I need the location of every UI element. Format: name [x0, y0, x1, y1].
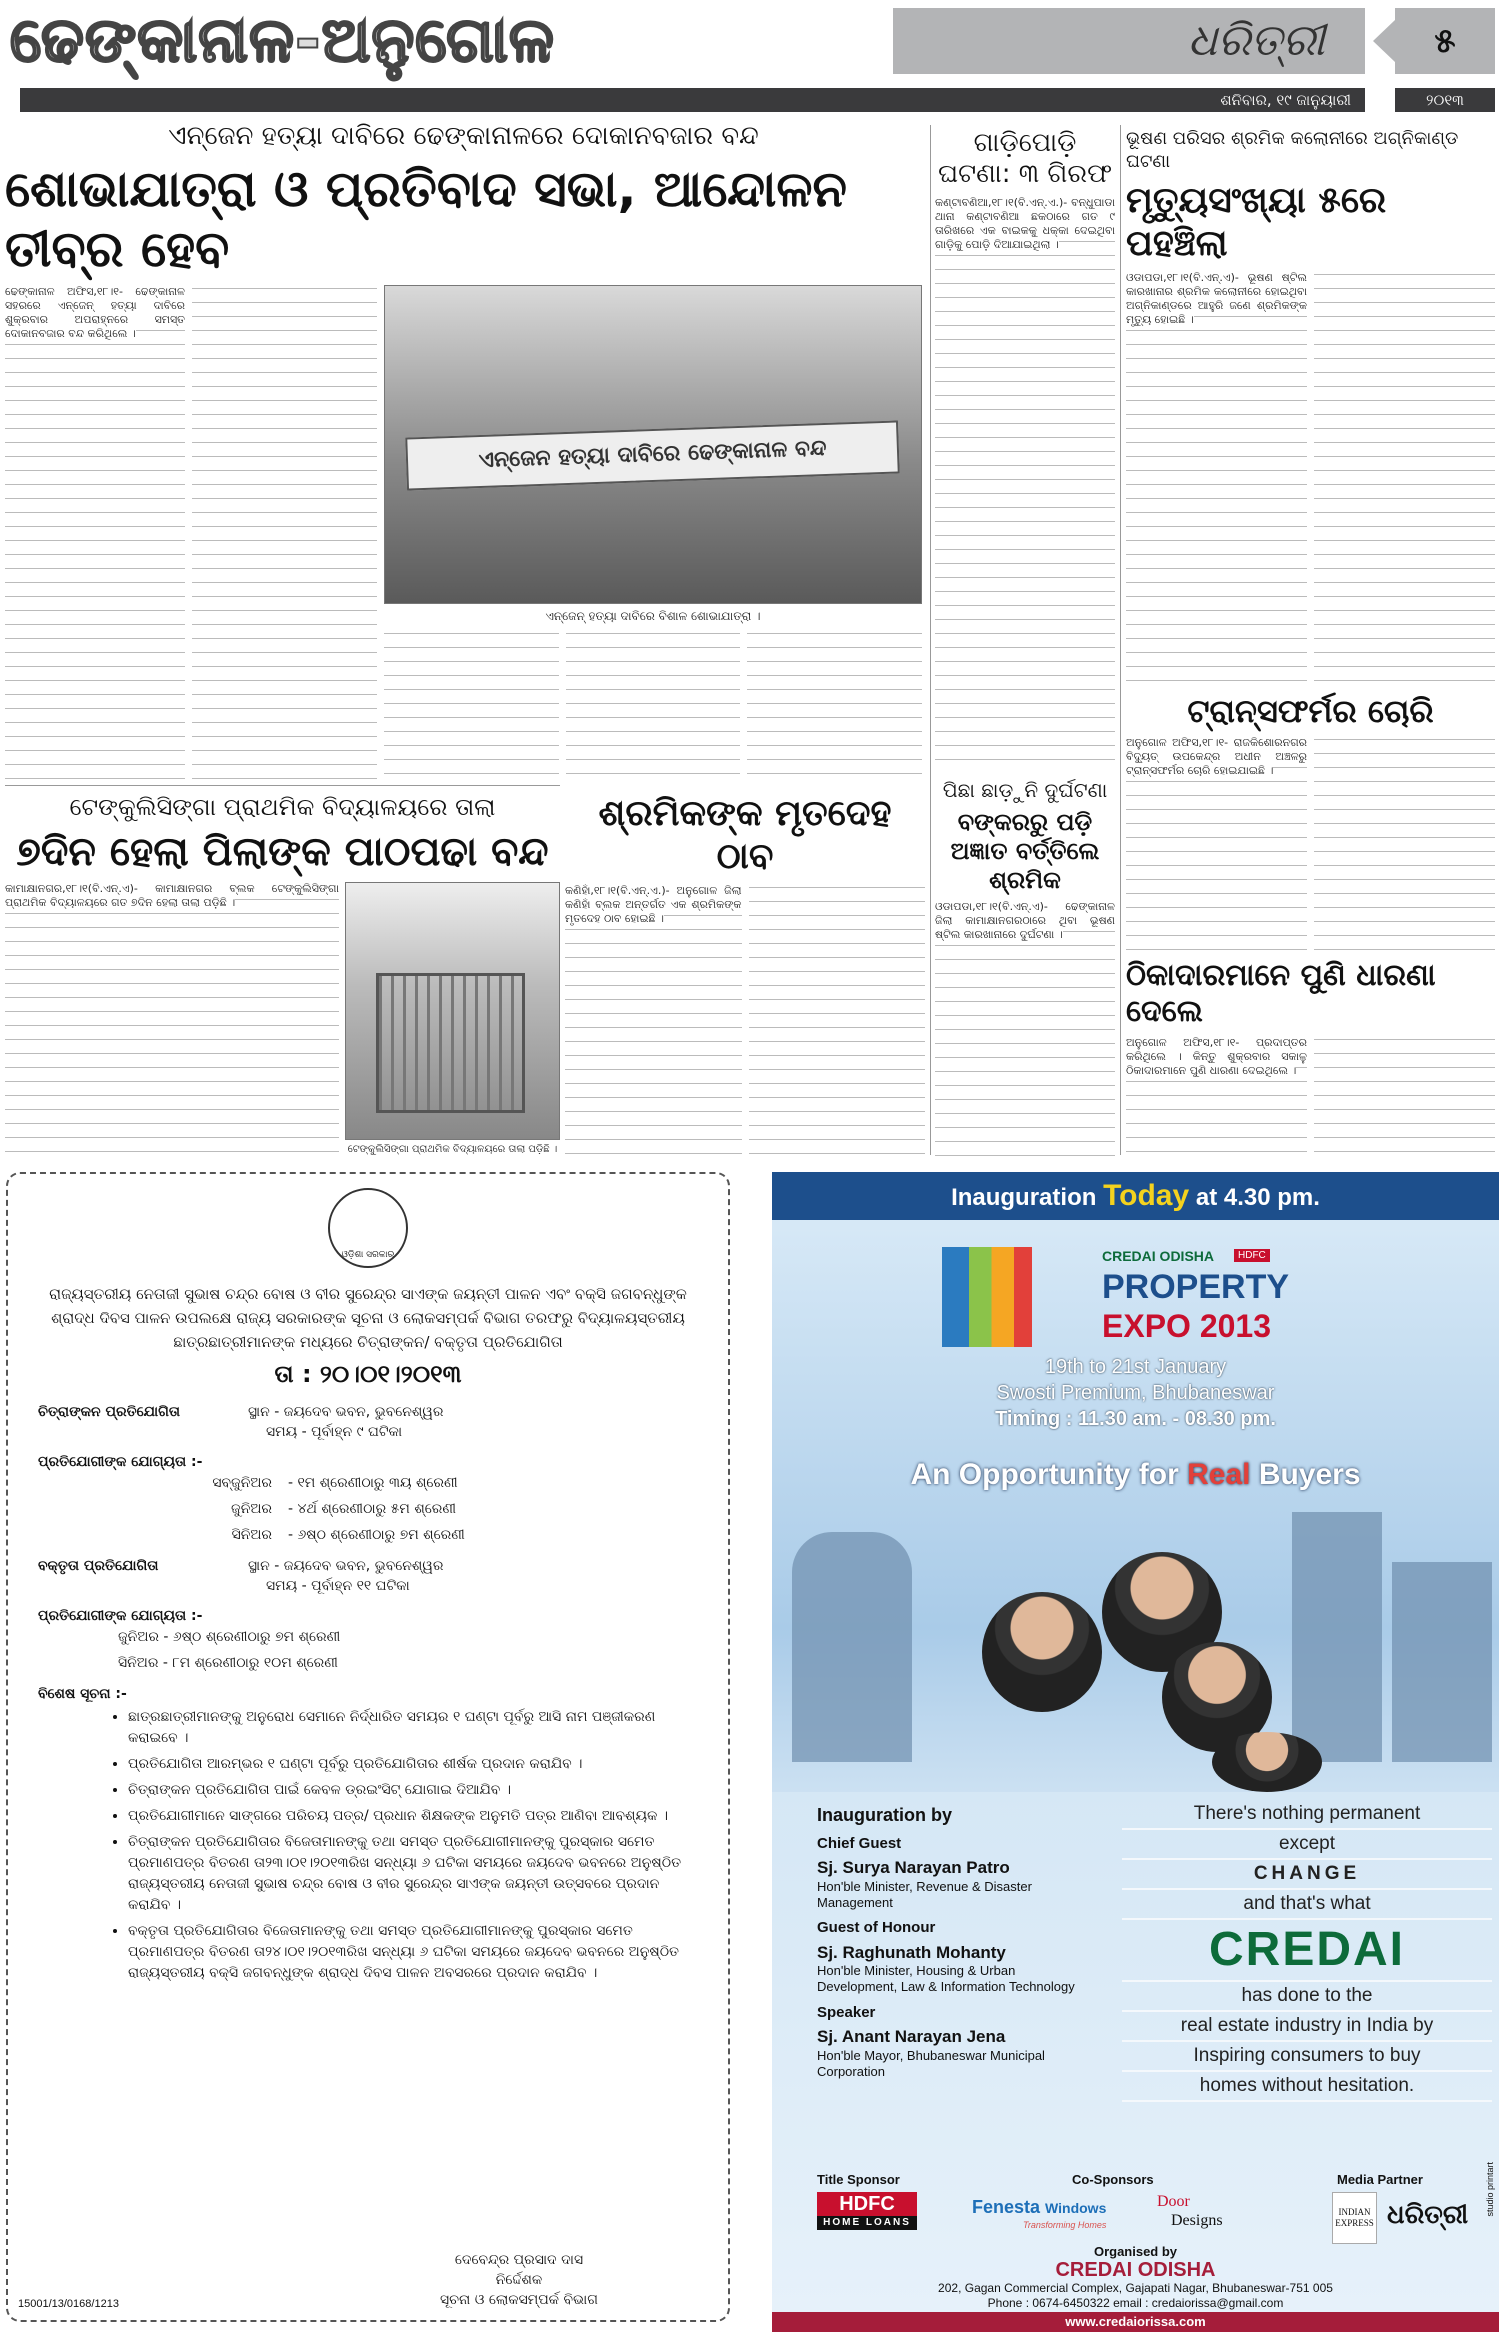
person-photo [982, 1592, 1102, 1712]
speech-venue: ସ୍ଥାନ - ଜୟଦେବ ଭବନ, ଭୁବନେଶ୍ୱର [248, 1558, 444, 1574]
transformer-headline: ଟ୍ରାନ୍ସଫର୍ମର ଚୋରି [1187, 692, 1434, 730]
expo-logo-icon [942, 1247, 1032, 1347]
school-gate-photo [345, 882, 560, 1140]
guest-desc: Hon'ble Mayor, Bhubaneswar Municipal Corporation [817, 2047, 1045, 2079]
eligibility-label: ପ୍ରତିଯୋଗୀଙ୍କ ଯୋଗ୍ୟତା :- [38, 1454, 203, 1470]
guest-name: Sj. Raghunath Mohanty [817, 1942, 1006, 1962]
school-body: କାମାକ୍ଷାନଗର,୧୮।୧(ବି.ଏନ୍.ଏ)- କାମାକ୍ଷାନଗର ବ୍ଲକ ଟେଙ୍କୁଲିସିଙ୍ଗା ପ୍ରାଥମିକ ବିଦ୍ୟାଳୟରେ ଗତ ୭ଦିନ ହେଲା ତାଲା ପଡ଼ିଛି । [5, 882, 339, 1156]
credai-logo: CREDAI [1122, 1920, 1492, 1982]
emblem-icon: ଓଡ଼ିଶା ସରକାର [328, 1188, 408, 1268]
notice-ref: 15001/13/0168/1213 [18, 2298, 119, 2310]
quote-line: CHANGE [1122, 1860, 1492, 1890]
notice-intro: ରାଜ୍ୟସ୍ତରୀୟ ନେତାଜୀ ସୁଭାଷ ଚନ୍ଦ୍ର ବୋଷ ଓ ବୀର ସୁରେନ୍ଦ୍ର ସାଏଙ୍କ ଜୟନ୍ତୀ ପାଳନ ଏବଂ ବକ୍ସି ଜଗବନ୍ଧୁଙ୍କ ଶ୍ରାଦ୍ଧ ଦିବସ ପାଳନ ଉପଲକ୍ଷେ ରାଜ୍ୟ ସରକାରଙ୍କ ସୂଚନା ଓ ଲୋକସମ୍ପର୍କ ବିଭାଗ ତରଫରୁ ବିଦ୍ୟାଳୟସ୍ତରୀୟ ଛାତ୍ରଛାତ୍ରୀମାନଙ୍କ ମଧ୍ୟରେ ଚିତ୍ରାଙ୍କନ/ ବକ୍ତୃତା ପ୍ରତିଯୋଗିତା [49, 1285, 687, 1351]
worker-headline: ଶ୍ରମିକଙ୍କ ମୃତଦେହ ଠାବ [598, 793, 892, 878]
lead-body: ଢେଙ୍କାନାଳ ଅଫିସ,୧୮।୧- ଢେଙ୍କାନାଳ ସହରରେ ଏନ୍‌ଜେନ୍ ହତ୍ୟା ଦାବିରେ ଶୁକ୍ରବାର ଅପରାହ୍ନରେ ସମସ୍ତ ଦୋକାନବଜାର ବନ୍ଦ କରିଥିଲେ । [5, 285, 185, 781]
guest-role: Speaker [817, 2003, 876, 2021]
worker-body: କଣିହାଁ,୧୮।୧(ବି.ଏନ୍.ଏ.)- ଅନୁଗୋଳ ଜିଲା କଣିହାଁ ବ୍ଲକ ଅନ୍ତର୍ଗତ ଏକ ଶ୍ରମିକଙ୍କ ମୃତଦେହ ଠାବ ହୋଇଛି । [565, 884, 742, 1156]
special-item: • ଚିତ୍ରାଙ୍କନ ପ୍ରତିଯୋଗିତା ପାଇଁ କେବଳ ଡ୍ରଇଂସିଟ୍ ଯୋଗାଇ ଦିଆଯିବ । [128, 1780, 698, 1801]
quote-line: homes without hesitation. [1122, 2072, 1492, 2102]
guest-name: Sj. Anant Narayan Jena [817, 2027, 1006, 2047]
lead-story [5, 120, 922, 780]
expo-venue: Swosti Premium, Bhubaneswar [996, 1382, 1275, 1404]
indian-express-logo: INDIAN EXPRESS [1332, 2192, 1377, 2244]
quote-line: and that's what [1122, 1890, 1492, 1920]
contractors-headline: ଠିକାଦାରମାନେ ପୁଣି ଧାରଣା ଦେଲେ [1126, 958, 1436, 1029]
eligibility-list [158, 1470, 698, 1548]
bunker-story [935, 778, 1115, 1156]
inauguration-title: Inauguration by [817, 1805, 952, 1825]
co-sponsors-label: Co-Sponsors [1072, 2172, 1154, 2187]
fenesta-logo: Fenesta Windows Transforming Homes [972, 2197, 1107, 2230]
organiser-address: 202, Gagan Commercial Complex, Gajapati Nagar, Bhubaneswar-751 005 [938, 2281, 1333, 2295]
date-bar: ଶନିବାର, ୧୯ ଜାନୁୟାରୀ [20, 88, 1365, 112]
drawing-venue: ସ୍ଥାନ - ଜୟଦେବ ଭବନ, ଭୁବନେଶ୍ୱର [248, 1404, 444, 1420]
building-icon [1392, 1562, 1492, 1762]
ad-banner: Inauguration Today at 4.30 pm. [772, 1172, 1499, 1220]
school-headline: ୭ଦିନ ହେଲା ପିଲାଙ୍କ ପାଠପଢା ବନ୍ଦ [16, 829, 549, 875]
notice-date: ତା : ୨୦।୦୧।୨୦୧୩ [274, 1360, 462, 1388]
arson-body: କଣ୍ଟାବଣିଆ,୧୮।୧(ବି.ଏନ୍.ଏ.)- ବନ୍ଧୁପାଡା ଥାନା କଣ୍ଟାବଣିଆ ଛକଠାରେ ଗତ ୯ ତାରିଖରେ ଏକ ବାଇକକୁ ଧକ୍କା ଦେଇଥିବା ଗାଡ଼ିକୁ ପୋଡ଼ି ଦିଆଯାଇଥିଲା । [935, 196, 1115, 768]
bunker-body: ଓଡାପଡା,୧୮।୧(ବି.ଏନ୍.ଏ)- ଢେଙ୍କାନାଳ ଜିଲା କାମାକ୍ଷାନଗରଠାରେ ଥିବା ଭୂଷଣ ଷ୍ଟିଲ କାରଖାନାରେ ଦୁର୍ଘଟଣା । [935, 900, 1115, 1156]
lead-photo-area [384, 285, 922, 781]
procession-photo [384, 285, 922, 605]
guest-role: Chief Guest [817, 1834, 902, 1852]
level: ଜୁନିଅର [231, 1501, 272, 1517]
fire-story [1126, 128, 1495, 686]
guest-role: Guest of Honour [817, 1919, 936, 1936]
signature-block [440, 2250, 598, 2310]
worker-columns [565, 884, 925, 1156]
transformer-columns [1126, 736, 1495, 950]
person-photo [1212, 1732, 1322, 1792]
lead-body-col3 [384, 630, 559, 780]
section-title: ଢେଙ୍କାନାଳ-ଅନୁଗୋଳ [10, 3, 555, 76]
website-link[interactable]: www.credaiorissa.com [772, 2312, 1499, 2332]
grade-range: - ୬ଷ୍ଠ ଶ୍ରେଣୀଠାରୁ ୭ମ ଶ୍ରେଣୀ [288, 1527, 465, 1543]
lead-body-col5 [747, 630, 922, 780]
expo-details [772, 1354, 1499, 1432]
grade-range: - ୧ମ ଶ୍ରେଣୀଠାରୁ ୩ୟ ଶ୍ରେଣୀ [288, 1475, 458, 1491]
designation: ନିର୍ଦ୍ଦେଶକ [495, 2272, 543, 2288]
worker-story [565, 792, 925, 1156]
fire-kicker: ଭୂଷଣ ପରିସର ଶ୍ରମିକ କଲୋନୀରେ ଅଗ୍ନିକାଣ୍ଡ ଘଟଣା [1126, 128, 1459, 172]
school-story [5, 792, 560, 1156]
organised-by-label: Organised by [1093, 2244, 1178, 2259]
fire-columns [1126, 271, 1495, 686]
hdfc-logo: HDFC HOME LOANS [817, 2192, 917, 2230]
fire-body-col2 [1314, 271, 1495, 686]
building-icon [1292, 1512, 1382, 1762]
level: ସବ୍‌ଜୁନିଅର [212, 1475, 272, 1491]
grade-range: - ୪ର୍ଥ ଶ୍ରେଣୀଠାରୁ ୫ମ ଶ୍ରେଣୀ [288, 1501, 457, 1517]
quote-line: real estate industry in India by [1122, 2012, 1492, 2042]
speech-time: ସମୟ - ପୂର୍ବାହ୍ନ ୧୧ ଘଟିକା [266, 1578, 410, 1594]
school-photo-area [345, 882, 560, 1156]
today-label: Today [1103, 1179, 1190, 1212]
eligibility-label: ପ୍ରତିଯୋଗୀଙ୍କ ଯୋଗ୍ୟତା :- [38, 1608, 203, 1624]
lead-lower-columns [384, 630, 922, 780]
drawing-label: ଚିତ୍ରାଙ୍କନ ପ୍ରତିଯୋଗିତା [38, 1404, 180, 1420]
special-item: • ଚିତ୍ରାଙ୍କନ ପ୍ରତିଯୋଗିତାର ବିଜେତାମାନଙ୍କୁ ତଥା ସମସ୍ତ ପ୍ରତିଯୋଗୀମାନଙ୍କୁ ପୁରସ୍କାର ସମେତ ପ୍ରମାଣପତ୍ର ବିତରଣ ତା୨୩।୦୧।୨୦୧୩ରିଖ ସନ୍ଧ୍ୟା ୬ ଘଟିକା ସମୟରେ ଜୟଦେବ ଭବନରେ ଅନୁଷ୍ଠିତ ରାଜ୍ୟସ୍ତରୀୟ ନେତାଜୀ ସୁଭାଷ ଚନ୍ଦ୍ର ବୋଷ ଓ ବୀର ସୁରେନ୍ଦ୍ର ସାଏଙ୍କ ଜୟନ୍ତୀ ଉତ୍ସବରେ ପ୍ରଦାନ କରାଯିବ । [128, 1832, 698, 1916]
newspaper-name: ଧରିତ୍ରୀ [893, 8, 1365, 74]
government-notice [6, 1172, 730, 2322]
divider [5, 785, 560, 786]
level: ସିନିଅର [231, 1527, 272, 1543]
fire-body: ଓଡାପଡା,୧୮।୧(ବି.ଏନ୍.ଏ)- ଭୂଷଣ ଷ୍ଟିଲ କାରଖାନାର ଶ୍ରମିକ କଲୋନୀରେ ହୋଇଥିବା ଅଗ୍ନିକାଣ୍ଡରେ ଆହୁରି ଜଣେ ଶ୍ରମିକଙ୍କ ମୃତ୍ୟୁ ହୋଇଛି । [1126, 271, 1307, 686]
lead-kicker: ଏନ୍‌ଜେନ ହତ୍ୟା ଦାବିରେ ଢେଙ୍କାନାଳରେ ଦୋକାନବଜାର ବନ୍ଦ [168, 121, 759, 151]
guest-desc: Hon'ble Minister, Housing & Urban Development, Law & Information Technology [817, 1963, 1075, 1995]
notice-footer [18, 2242, 698, 2310]
hdfc-small: HDFC [1234, 1249, 1270, 1262]
organiser-contact: Phone : 0674-6450322 email : credaiorissa@gmail.com [987, 2296, 1284, 2310]
drawing-time: ସମୟ - ପୂର୍ବାହ୍ନ ୯ ଘଟିକା [266, 1424, 403, 1440]
gate-icon [376, 973, 525, 1114]
odisha-emblem [38, 1188, 698, 1272]
protest-banner: ଏନ୍‌ଜେନ ହତ୍ୟା ଦାବିରେ ଢେଙ୍କାନାଳ ବନ୍ଦ [406, 420, 901, 490]
organiser-name: CREDAI ODISHA [1055, 2259, 1216, 2281]
building-icon [792, 1532, 912, 1762]
lead-photo-caption: ଏନ୍‌ଜେନ୍ ହତ୍ୟା ଦାବିରେ ବିଶାଳ ଶୋଭାଯାତ୍ରା । [545, 609, 761, 624]
credai-odisha-small: CREDAI ODISHA [1102, 1248, 1215, 1264]
page-number: ୫ [1395, 8, 1495, 74]
grade-range: ସିନିଅର - ୮ମ ଶ୍ରେଣୀଠାରୁ ୧୦ମ ଶ୍ରେଣୀ [118, 1655, 338, 1671]
bunker-headline: ବଙ୍କରରୁ ପଡ଼ି ଅଜ୍ଞାତ ବର୍ତ୍ତିଲେ ଶ୍ରମିକ [950, 808, 1100, 894]
guest-name: Sj. Surya Narayan Patro [817, 1858, 1010, 1878]
media-partner-label: Media Partner [1337, 2172, 1423, 2187]
title-sponsor-label: Title Sponsor [817, 2172, 900, 2187]
signatory: ଦେବେନ୍ଦ୍ର ପ୍ରସାଦ ଦାସ [454, 2252, 584, 2268]
column-rule [1120, 125, 1121, 1155]
special-item: • ଛାତ୍ରଛାତ୍ରୀମାନଙ୍କୁ ଅନୁରୋଧ ସେମାନେ ନିର୍ଦ୍ଧାରିତ ସମୟର ୧ ଘଣ୍ଟା ପୂର୍ବରୁ ଆସି ନାମ ପଞ୍ଜୀକରଣ କରାଇବେ । [128, 1707, 698, 1749]
lead-headline: ଶୋଭାଯାତ୍ରା ଓ ପ୍ରତିବାଦ ସଭା, ଆନ୍ଦୋଳନ ତୀବ୍ର ହେବ [5, 159, 847, 278]
special-item: • ବକ୍ତୃତା ପ୍ରତିଯୋଗିତାର ବିଜେତାମାନଙ୍କୁ ତଥା ସମସ୍ତ ପ୍ରତିଯୋଗୀମାନଙ୍କୁ ପୁରସ୍କାର ସମେତ ପ୍ରମାଣପତ୍ର ବିତରଣ ତା୨୪।୦୧।୨୦୧୩ରିଖ ସନ୍ଧ୍ୟା ୬ ଘଟିକା ସମୟରେ ଜୟଦେବ ଭବନରେ ଅନୁଷ୍ଠିତ ରାଜ୍ୟସ୍ତରୀୟ ବକ୍ସି ଜଗବନ୍ଧୁଙ୍କ ଶ୍ରାଦ୍ଧ ଦିବସ ପାଳନ ଅବସରରେ ପ୍ରଦାନ କରାଯିବ । [128, 1921, 698, 1984]
contractors-body-col2 [1314, 1036, 1495, 1156]
expo-timing: Timing : 11.30 am. - 08.30 pm. [995, 1408, 1276, 1430]
fire-headline: ମୃତ୍ୟୁସଂଖ୍ୟା ୫ରେ ପହଞ୍ଚିଲା [1126, 180, 1387, 265]
grade-range: ଜୁନିଅର - ୬ଷ୍ଠ ଶ୍ରେଣୀଠାରୁ ୭ମ ଶ୍ରେଣୀ [118, 1629, 341, 1645]
speech-label: ବକ୍ତୃତା ପ୍ରତିଯୋଗିତା [38, 1558, 159, 1574]
door-designs-logo: Door Designs [1157, 2193, 1223, 2229]
department: ସୂଚନା ଓ ଲୋକସମ୍ପର୍କ ବିଭାଗ [439, 2292, 598, 2308]
column-rule [930, 125, 931, 1155]
quote-line: There's nothing permanent [1122, 1800, 1492, 1830]
special-list [128, 1702, 698, 1984]
contractors-body: ଅନୁଗୋଳ ଅଫିସ,୧୮।୧- ପ୍ରଦାପ୍ତର କରିଥିଲେ । କିନ୍ତୁ ଶୁକ୍ରବାର ସକାଳୁ ଠିକାଦାରମାନେ ପୁଣି ଧାରଣା ଦେଇଥିଲେ । [1126, 1036, 1307, 1156]
worker-body-col2 [749, 884, 926, 1156]
dharitri-logo: ଧରିତ୍ରୀ [1387, 2199, 1469, 2229]
lead-columns [5, 285, 922, 781]
credai-quote [1122, 1800, 1492, 2102]
guest-desc: Hon'ble Minister, Revenue & Disaster Management [817, 1878, 1032, 1910]
arson-story [935, 128, 1115, 768]
arson-headline: ଗାଡ଼ିପୋଡ଼ି ଘଟଣା: ୩ ଗିରଫ [937, 128, 1113, 190]
transformer-story [1126, 692, 1495, 950]
bunker-kicker: ପିଛା ଛାଡ଼ୁନି ଦୁର୍ଘଟଣା [942, 778, 1108, 802]
school-columns [5, 882, 560, 1156]
studio-credit: studio printart [1485, 2162, 1495, 2217]
special-item: • ପ୍ରତିଯୋଗୀମାନେ ସାଙ୍ଗରେ ପରିଚୟ ପତ୍ର/ ପ୍ରଧାନ ଶିକ୍ଷକଙ୍କ ଅନୁମତି ପତ୍ର ଆଣିବା ଆବଶ୍ୟକ । [128, 1806, 698, 1827]
quote-line: Inspiring consumers to buy [1122, 2042, 1492, 2072]
inauguration-guests [817, 1804, 1077, 2080]
special-label: ବିଶେଷ ସୂଚନା :- [38, 1686, 127, 1702]
eligibility-list [118, 1624, 698, 1676]
expo-year: EXPO 2013 [1102, 1308, 1271, 1344]
lead-body-col2 [192, 285, 377, 781]
property-expo-ad [772, 1172, 1499, 2312]
quote-line: has done to the [1122, 1982, 1492, 2012]
expo-dates: 19th to 21st January [1044, 1356, 1227, 1378]
contractors-columns [1126, 1036, 1495, 1156]
contractors-story [1126, 958, 1495, 1156]
transformer-body: ଅନୁଗୋଳ ଅଫିସ,୧୮।୧- ରାଜକିଶୋରନଗର ବିଦ୍ୟୁତ୍ ଉପକେନ୍ଦ୍ର ଅଧୀନ ଅଞ୍ଚଳରୁ ଟ୍ରାନ୍ସଫର୍ମର ଚୋରି ହୋଇଯାଇଛି । [1126, 736, 1307, 950]
year: ୨୦୧୩ [1395, 88, 1495, 112]
quote-line: except [1122, 1830, 1492, 1860]
lead-body-col4 [566, 630, 741, 780]
school-photo-caption: ଟେଙ୍କୁଲିସିଙ୍ଗା ପ୍ରାଥମିକ ବିଦ୍ୟାଳୟରେ ତାଲା ପଡ଼ିଛି । [347, 1144, 558, 1155]
special-item: • ପ୍ରତିଯୋଗିତା ଆରମ୍ଭର ୧ ଘଣ୍ଟା ପୂର୍ବରୁ ପ୍ରତିଯୋଗିତାର ଶୀର୍ଷକ ପ୍ରଦାନ କରାଯିବ । [128, 1754, 698, 1775]
ad-tagline: An Opportunity for Real Buyers [910, 1458, 1361, 1491]
expo-title: PROPERTY [1102, 1268, 1290, 1306]
transformer-body-col2 [1314, 736, 1495, 950]
school-kicker: ଟେଙ୍କୁଲିସିଙ୍ଗା ପ୍ରାଥମିକ ବିଦ୍ୟାଳୟରେ ତାଲା [69, 793, 496, 821]
